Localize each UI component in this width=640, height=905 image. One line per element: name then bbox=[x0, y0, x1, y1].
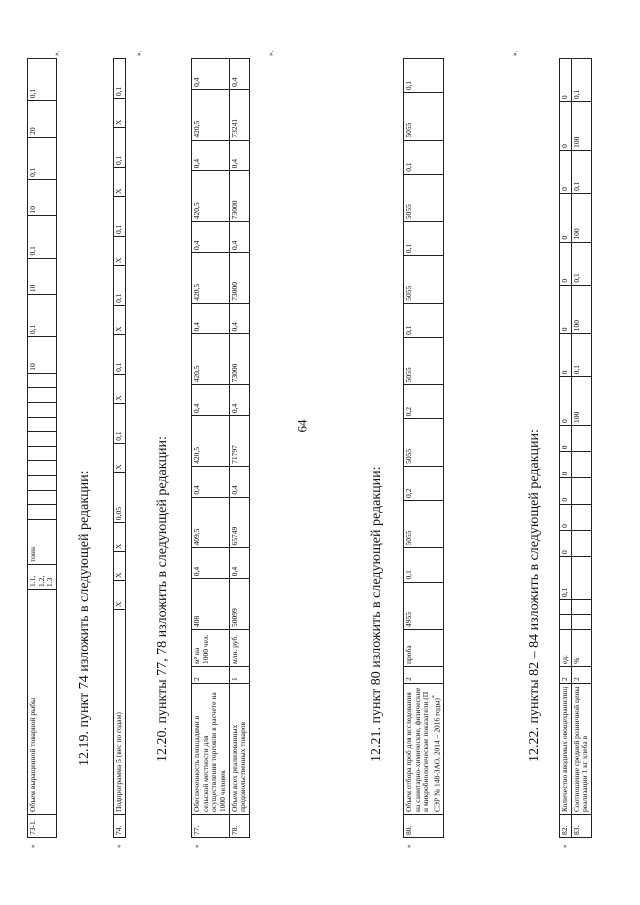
value-cell: 0,1 bbox=[114, 59, 126, 99]
row-name: Соотношение средней розничной цены реализации 1 кг хлеба в bbox=[571, 684, 591, 815]
value-cell: 420,5 bbox=[192, 334, 230, 385]
page-number: 64 bbox=[294, 419, 310, 433]
value-cell: 0 bbox=[560, 334, 572, 377]
row-source: 2 bbox=[571, 667, 591, 684]
row-name: Количество вводимых овощехранилищ bbox=[560, 684, 572, 815]
value-cell: 0 bbox=[560, 452, 572, 478]
value-cell bbox=[571, 426, 591, 452]
value-cell: X bbox=[114, 523, 126, 552]
value-cell bbox=[571, 530, 591, 556]
value-cell: 5055 bbox=[404, 419, 444, 466]
row-number: 82. bbox=[560, 815, 572, 838]
value-cell: 0,2 bbox=[404, 466, 444, 500]
row-number: 73-1. bbox=[28, 815, 57, 838]
value-cell: 100 bbox=[571, 193, 591, 242]
value-cell: 0,1 bbox=[571, 150, 591, 193]
value-cell: 10 bbox=[28, 179, 57, 216]
value-cell: 0 bbox=[560, 504, 572, 530]
row-number: 77. bbox=[192, 815, 230, 838]
value-cell: 100 bbox=[571, 377, 591, 426]
value-cell: 0,1 bbox=[114, 334, 126, 374]
value-cell: 0,1 bbox=[560, 557, 572, 600]
value-cell: 0,1 bbox=[404, 59, 444, 93]
value-cell: 73000 bbox=[229, 334, 249, 385]
footnote-star: * bbox=[430, 694, 438, 699]
value-cell: 100 bbox=[571, 285, 591, 334]
table-row-73-1 bbox=[27, 58, 57, 838]
value-cell bbox=[28, 461, 57, 476]
value-cell: 10 bbox=[28, 258, 57, 295]
row-name: Объем выращенной товарной рыбы bbox=[28, 590, 57, 815]
value-cell: 0,4 bbox=[192, 303, 230, 334]
close-mark: ». bbox=[135, 50, 143, 56]
value-cell: 4955 bbox=[404, 582, 444, 629]
value-cell: 0,4 bbox=[229, 59, 249, 90]
quote-mark: « bbox=[405, 844, 413, 848]
value-cell: 5055 bbox=[404, 256, 444, 303]
rotated-content bbox=[25, 42, 615, 862]
section-heading-12-20: 12.20. пункты 77, 78 изложить в следующей редакции: bbox=[155, 436, 170, 762]
row-unit: м² на 1000 чел. bbox=[192, 630, 230, 667]
value-cell: 0,4 bbox=[192, 466, 230, 497]
value-cell: 0,4 bbox=[229, 548, 249, 579]
value-cell: 409,5 bbox=[192, 497, 230, 548]
value-cell: 0,1 bbox=[28, 216, 57, 258]
value-cell bbox=[28, 505, 57, 520]
row-unit: млн. руб. bbox=[229, 630, 249, 667]
row-name bbox=[404, 684, 444, 815]
value-cell: 5055 bbox=[404, 337, 444, 384]
row-number: 83. bbox=[571, 815, 591, 838]
value-cell: 100 bbox=[571, 102, 591, 151]
value-cell bbox=[571, 615, 591, 630]
value-cell: 0,4 bbox=[229, 140, 249, 171]
value-cell: 0,1 bbox=[571, 334, 591, 377]
value-cell: 0 bbox=[560, 102, 572, 151]
value-cell bbox=[571, 478, 591, 504]
value-cell bbox=[28, 388, 57, 403]
value-cell: X bbox=[114, 305, 126, 334]
value-cell: 420,5 bbox=[192, 252, 230, 303]
row-name-text: Объем отбора проб для исследования на санитарно-химические, физические и микробиологические показатели (П СЭР № 148-ЗАО, 2014 – 2016 годы) bbox=[404, 687, 442, 812]
value-cell: X bbox=[114, 552, 126, 581]
table-row-74 bbox=[113, 58, 126, 838]
value-cell: 0,4 bbox=[192, 59, 230, 90]
row-source: 1.1, 1.2, 1.3 bbox=[28, 565, 57, 590]
value-cell: 0,1 bbox=[404, 548, 444, 582]
row-unit: ед. bbox=[560, 630, 572, 667]
value-cell: 0 bbox=[560, 59, 572, 102]
quote-mark: « bbox=[193, 844, 201, 848]
value-cell: 0,1 bbox=[114, 128, 126, 168]
row-number: 78. bbox=[229, 815, 249, 838]
value-cell: X bbox=[114, 99, 126, 128]
row-name: Объем всех реализованных продовольственных товаров bbox=[229, 684, 249, 815]
row-unit: проба bbox=[404, 630, 444, 667]
quote-mark: « bbox=[115, 844, 123, 848]
value-cell bbox=[28, 446, 57, 461]
value-cell: 0,4 bbox=[229, 466, 249, 497]
section-heading-12-19: 12.19. пункт 74 изложить в следующей редакции: bbox=[77, 470, 92, 766]
row-source: 1 bbox=[229, 667, 249, 684]
value-cell: 0,2 bbox=[404, 385, 444, 419]
value-cell: 0,1 bbox=[571, 59, 591, 102]
value-cell: 0 bbox=[560, 193, 572, 242]
value-cell: 0,4 bbox=[192, 140, 230, 171]
value-cell: 0,1 bbox=[28, 137, 57, 179]
table-rows-77-78 bbox=[191, 58, 250, 838]
row-source: 2 bbox=[560, 667, 572, 684]
value-cell: 10 bbox=[28, 337, 57, 374]
value-cell: 0 bbox=[560, 377, 572, 426]
value-cell: 0 bbox=[560, 150, 572, 193]
value-cell bbox=[28, 373, 57, 388]
value-cell: X bbox=[114, 168, 126, 197]
value-cell: 420,5 bbox=[192, 89, 230, 140]
value-cell: 73241 bbox=[229, 89, 249, 140]
value-cell bbox=[571, 452, 591, 478]
value-cell bbox=[28, 432, 57, 447]
value-cell bbox=[28, 417, 57, 432]
value-cell: 0,1 bbox=[28, 295, 57, 337]
value-cell: 0,1 bbox=[571, 242, 591, 285]
value-cell: 0,1 bbox=[114, 197, 126, 237]
row-unit: % bbox=[571, 630, 591, 667]
value-cell: 0,4 bbox=[192, 548, 230, 579]
value-cell: 0,4 bbox=[192, 222, 230, 253]
value-cell: 73000 bbox=[229, 171, 249, 222]
value-cell: 0,1 bbox=[404, 303, 444, 337]
value-cell: 408 bbox=[192, 579, 230, 630]
value-cell bbox=[571, 504, 591, 530]
row-name: Обеспеченность площадями в сельской местности для осуществления торговли в расчете на 1000 человек bbox=[192, 684, 230, 815]
quote-mark: « bbox=[561, 844, 569, 848]
value-cell: 0 bbox=[560, 426, 572, 452]
value-cell: 0 bbox=[560, 478, 572, 504]
value-cell bbox=[571, 557, 591, 600]
value-cell: 0 bbox=[560, 285, 572, 334]
close-mark: ». bbox=[267, 50, 275, 56]
value-cell: 73000 bbox=[229, 252, 249, 303]
value-cell: 65749 bbox=[229, 497, 249, 548]
value-cell bbox=[28, 490, 57, 505]
row-number: 80. bbox=[404, 815, 444, 838]
value-cell: X bbox=[114, 581, 126, 610]
value-cell bbox=[560, 615, 572, 630]
value-cell: 0,4 bbox=[229, 303, 249, 334]
value-cell: 0,1 bbox=[114, 403, 126, 443]
value-cell: 0,05 bbox=[114, 472, 126, 522]
value-cell: 0,4 bbox=[192, 385, 230, 416]
section-heading-12-22: 12.22. пункты 82 – 84 изложить в следующей редакции: bbox=[527, 429, 542, 762]
close-mark: ». bbox=[53, 50, 61, 56]
value-cell: X bbox=[114, 374, 126, 403]
value-cell: 0,1 bbox=[114, 265, 126, 305]
value-cell: 420,5 bbox=[192, 416, 230, 467]
value-cell: 420,5 bbox=[192, 171, 230, 222]
row-number: 74. bbox=[114, 815, 126, 838]
value-cell: 0 bbox=[560, 242, 572, 285]
table-rows-82-83 bbox=[559, 58, 592, 838]
value-cell: 5055 bbox=[404, 93, 444, 140]
value-cell: 0,1 bbox=[404, 222, 444, 256]
section-heading-12-21: 12.21. пункт 80 изложить в следующей редакции: bbox=[369, 466, 384, 762]
value-cell bbox=[28, 476, 57, 491]
value-cell bbox=[560, 600, 572, 615]
value-cell: X bbox=[114, 443, 126, 472]
close-mark: ». bbox=[511, 50, 519, 56]
value-cell: 71797 bbox=[229, 416, 249, 467]
row-source: 2 bbox=[192, 667, 230, 684]
table-row-80 bbox=[403, 58, 444, 838]
value-cell: 0,1 bbox=[404, 140, 444, 174]
value-cell: 0,4 bbox=[229, 222, 249, 253]
value-cell: X bbox=[114, 236, 126, 265]
value-cell: 5055 bbox=[404, 174, 444, 221]
value-cell: 0 bbox=[560, 530, 572, 556]
value-cell: 5055 bbox=[404, 500, 444, 547]
row-unit: тонн bbox=[28, 520, 57, 565]
value-cell: 20 bbox=[28, 101, 57, 138]
row-name: Подпрограмма 5 (вес по годам) bbox=[114, 610, 126, 815]
value-cell bbox=[28, 403, 57, 418]
value-cell: 0,4 bbox=[229, 385, 249, 416]
value-cell bbox=[571, 600, 591, 615]
value-cell: 50099 bbox=[229, 579, 249, 630]
quote-mark: « bbox=[29, 844, 37, 848]
value-cell: 0,1 bbox=[28, 59, 57, 101]
row-source: 2 bbox=[404, 667, 444, 684]
